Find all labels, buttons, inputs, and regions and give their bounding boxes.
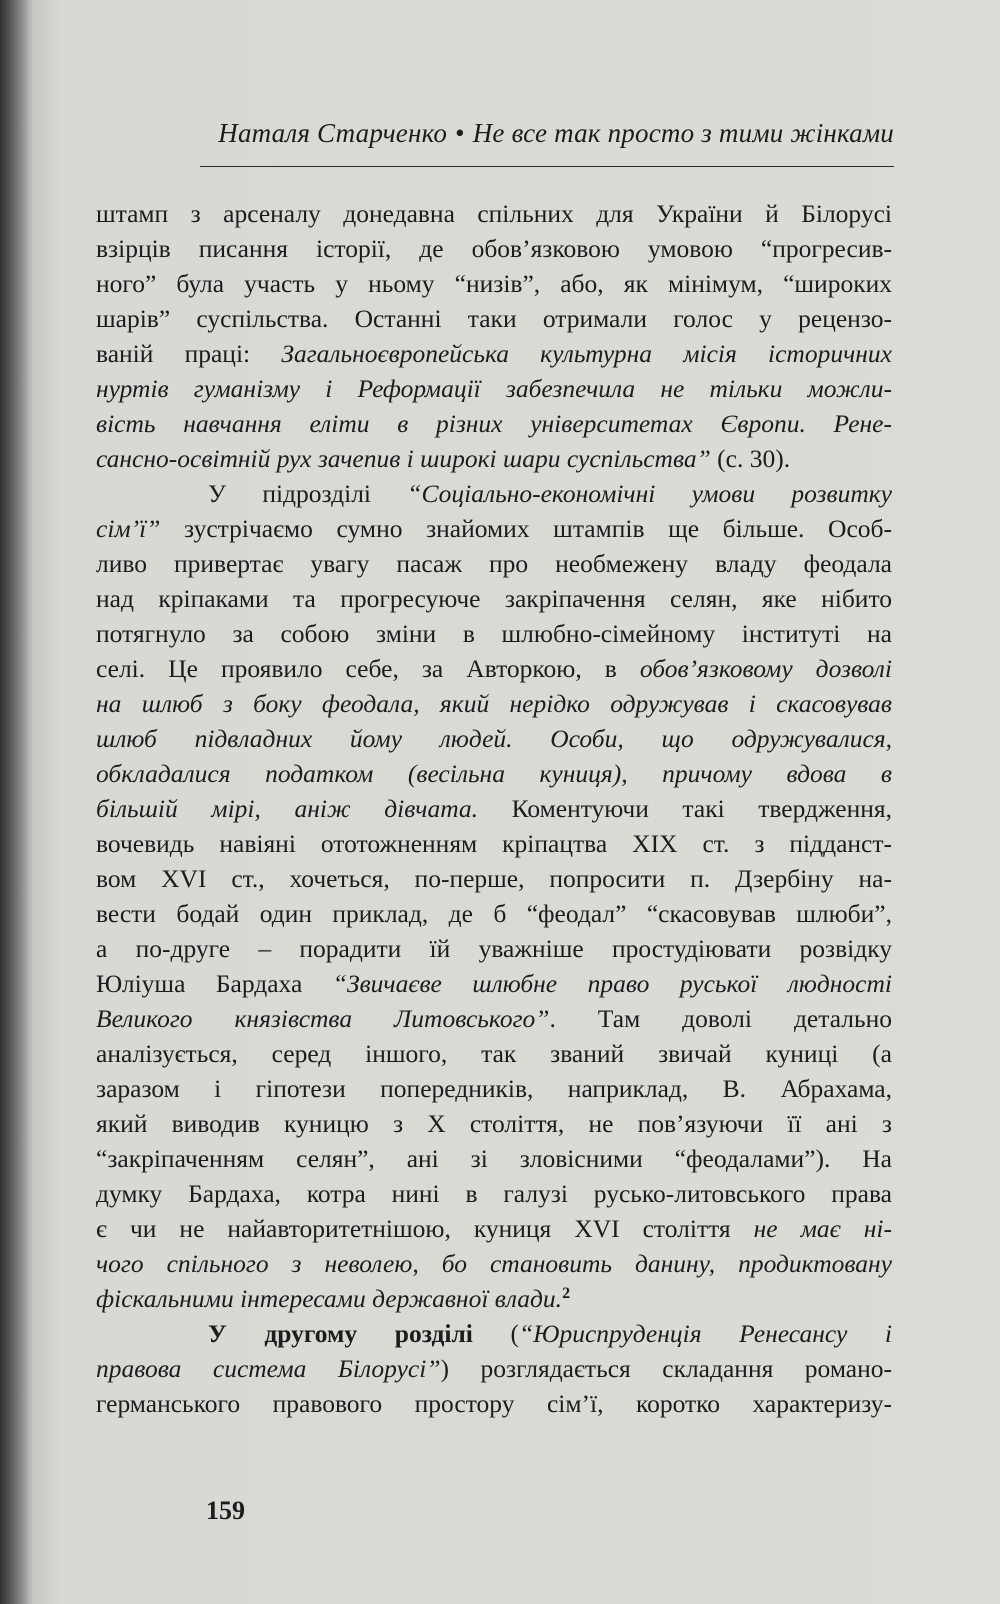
text-line (96, 1281, 892, 1316)
text-line (96, 931, 892, 966)
text-segment: який виводив куницю з X століття, не пов’язуючи її ані з (96, 1109, 892, 1138)
text-segment: потягнуло за собою зміни в шлюбно-сімейному інституті на (96, 619, 892, 648)
text-line (96, 1211, 892, 1246)
text-segment: сім’ї” (96, 514, 161, 543)
text-segment: ваній праці: (96, 339, 282, 368)
page-number: 159 (206, 1496, 245, 1525)
text-segment: Коментуючи такі твердження, (478, 794, 893, 823)
text-line (96, 756, 892, 791)
text-segment: сансно-освітній рух зачепив і широкі шари суспільства” (96, 444, 711, 473)
text-segment: шлюб підвладних йому людей. Особи, що одружувалися, (96, 724, 892, 753)
text-segment: вести бодай один приклад, де б “феодал” “скасовував шлюби”, (96, 899, 892, 928)
text-segment: над кріпаками та прогресуюче закріпачення селян, яке нібито (96, 584, 892, 613)
text-line (96, 966, 892, 1001)
text-segment: обов’язковому дозволі (639, 654, 892, 683)
text-segment: ного” була участь у ньому “низів”, або, як мінімум, “широких (96, 269, 892, 298)
text-segment: шарів” суспільства. Останні таки отримали голос у рецензо- (96, 304, 892, 333)
text-line (96, 336, 892, 371)
text-segment: аналізується, серед іншого, так званий звичай куниці (а (96, 1039, 892, 1068)
text-line (96, 616, 892, 651)
page-gutter-shadow (0, 0, 34, 1604)
text-line (96, 1246, 892, 1281)
text-line (96, 266, 892, 301)
text-segment: германського правового простору сім’ї, коротко характеризу- (96, 1389, 892, 1418)
text-segment: “Соціально-економічні умови розвитку (407, 479, 892, 508)
text-segment: ливо привертає увагу пасаж про необмежену владу феодала (96, 549, 892, 578)
text-segment: Великого князівства Литовського” (96, 1004, 550, 1033)
text-line (96, 1001, 892, 1036)
text-segment: нуртів гуманізму і Реформації забезпечила не тільки можли- (96, 374, 892, 403)
text-line (96, 371, 892, 406)
text-line (96, 546, 892, 581)
text-segment: обкладалися податком (весільна куниця), причому вдова в (96, 759, 892, 788)
footnote-marker: 2 (562, 1285, 571, 1302)
text-segment: ) розглядається складання романо- (440, 1354, 892, 1383)
text-segment: “закріпаченням селян”, ані зі зловісними “феодалами”). На (96, 1144, 892, 1173)
text-line (96, 1036, 892, 1071)
text-segment: взірців писання історії, де обов’язковою умовою “прогресив- (96, 234, 892, 263)
text-segment: селі. Це проявило себе, за Авторкою, в (96, 654, 640, 683)
text-line (96, 476, 892, 511)
text-segment: ( (472, 1319, 519, 1348)
text-segment: Загальноєвропейська культурна місія історичних (281, 339, 892, 368)
text-line (96, 686, 892, 721)
text-segment: “Звичаєве шлюбне право руської людності (332, 969, 892, 998)
body-text (96, 196, 892, 1421)
text-segment: правова система Білорусі” (96, 1354, 441, 1383)
text-line (96, 1316, 892, 1351)
text-segment: (с. 30). (710, 444, 791, 473)
text-line (96, 231, 892, 266)
text-line (96, 1141, 892, 1176)
header-title: Не все так просто з тими жінками (472, 118, 894, 148)
header-author: Наталя Старченко (218, 118, 448, 148)
text-segment: вість навчання еліти в різних університетах Європи. Рене- (96, 409, 892, 438)
text-line (96, 791, 892, 826)
text-segment: більшій мірі, аніж дівчата. (96, 794, 479, 823)
text-line (96, 1351, 892, 1386)
text-line (96, 1071, 892, 1106)
text-line (96, 1106, 892, 1141)
text-segment: думку Бардаха, котра нині в галузі русько-литовського права (96, 1179, 892, 1208)
text-segment: на шлюб з боку феодала, який нерідко одружував і скасовував (96, 689, 892, 718)
text-line (96, 406, 892, 441)
text-line (96, 861, 892, 896)
text-line (96, 1386, 892, 1421)
text-segment: У другому розділі (208, 1319, 473, 1348)
text-segment: а по-друге – порадити їй уважніше простудіювати розвідку (96, 934, 892, 963)
text-line (96, 301, 892, 336)
text-segment: штамп з арсеналу донедавна спільних для України й Білорусі (96, 199, 892, 228)
text-segment: “Юриспруденція Ренесансу і (518, 1319, 892, 1348)
text-line (96, 721, 892, 756)
text-line (96, 511, 892, 546)
running-header (208, 118, 894, 149)
text-segment: . Там доволі детально (549, 1004, 892, 1033)
text-line (96, 896, 892, 931)
text-line (96, 441, 892, 476)
text-segment: вочевидь навіяні ототожненням кріпацтва XIX ст. з підданст- (96, 829, 892, 858)
text-segment: є чи не найавторитетнішою, куниця XVI століття (96, 1214, 754, 1243)
text-line (96, 196, 892, 231)
text-segment: не має ні- (753, 1214, 892, 1243)
header-rule (200, 166, 894, 167)
text-line (96, 581, 892, 616)
text-segment: заразом і гіпотези попередників, наприклад, В. Абрахама, (96, 1074, 892, 1103)
text-line (96, 826, 892, 861)
header-separator: • (455, 118, 465, 148)
text-segment: зустрічаємо сумно знайомих штампів ще більше. Особ- (160, 514, 892, 543)
text-line (96, 651, 892, 686)
text-segment: фіскальними інтересами державної влади. (96, 1284, 563, 1313)
text-segment: вом XVI ст., хочеться, по-перше, попросити п. Дзербіну на- (96, 864, 892, 893)
text-segment: чого спільного з неволею, бо становить данину, продиктовану (96, 1249, 892, 1278)
text-segment: У підрозділі (208, 479, 408, 508)
text-line (96, 1176, 892, 1211)
text-segment: Юліуша Бардаха (96, 969, 333, 998)
